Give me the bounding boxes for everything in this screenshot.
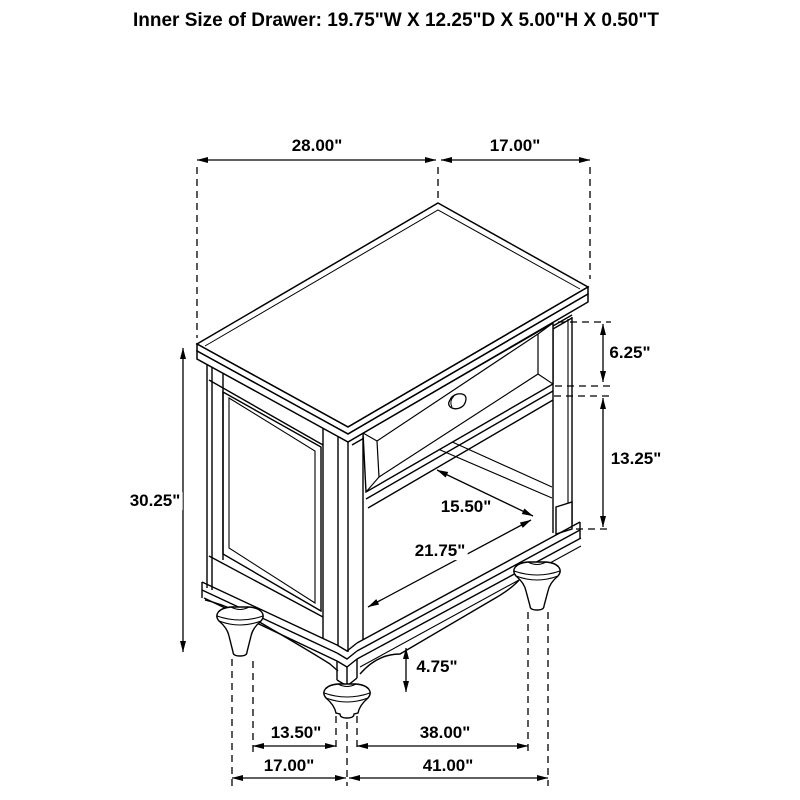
dim-label-leg-spacing-left: 13.50" xyxy=(270,723,322,743)
dim-label-drawer-height: 6.25" xyxy=(609,343,651,363)
dim-inner-width-arrow xyxy=(368,520,531,607)
page-title: Inner Size of Drawer: 19.75"W X 12.25"D X 5.00"H X 0.50"T xyxy=(132,10,660,31)
dim-label-floor-depth: 17.00" xyxy=(263,756,315,776)
dim-label-inner-depth: 15.50" xyxy=(440,497,492,517)
dim-label-top-width: 28.00" xyxy=(291,136,343,156)
front-leg-foot xyxy=(324,684,370,718)
dim-label-leg-spacing-right: 38.00" xyxy=(419,723,471,743)
left-leg-foot xyxy=(217,607,263,656)
dim-label-top-depth: 17.00" xyxy=(489,136,541,156)
right-leg-foot xyxy=(514,562,560,610)
dim-label-inner-width: 21.75" xyxy=(414,541,466,561)
dim-label-leg-height: 4.75" xyxy=(416,657,458,677)
dim-label-floor-width: 41.00" xyxy=(422,756,474,776)
dim-label-overall-height: 30.25" xyxy=(129,491,181,511)
dim-label-opening-height: 13.25" xyxy=(610,449,662,469)
